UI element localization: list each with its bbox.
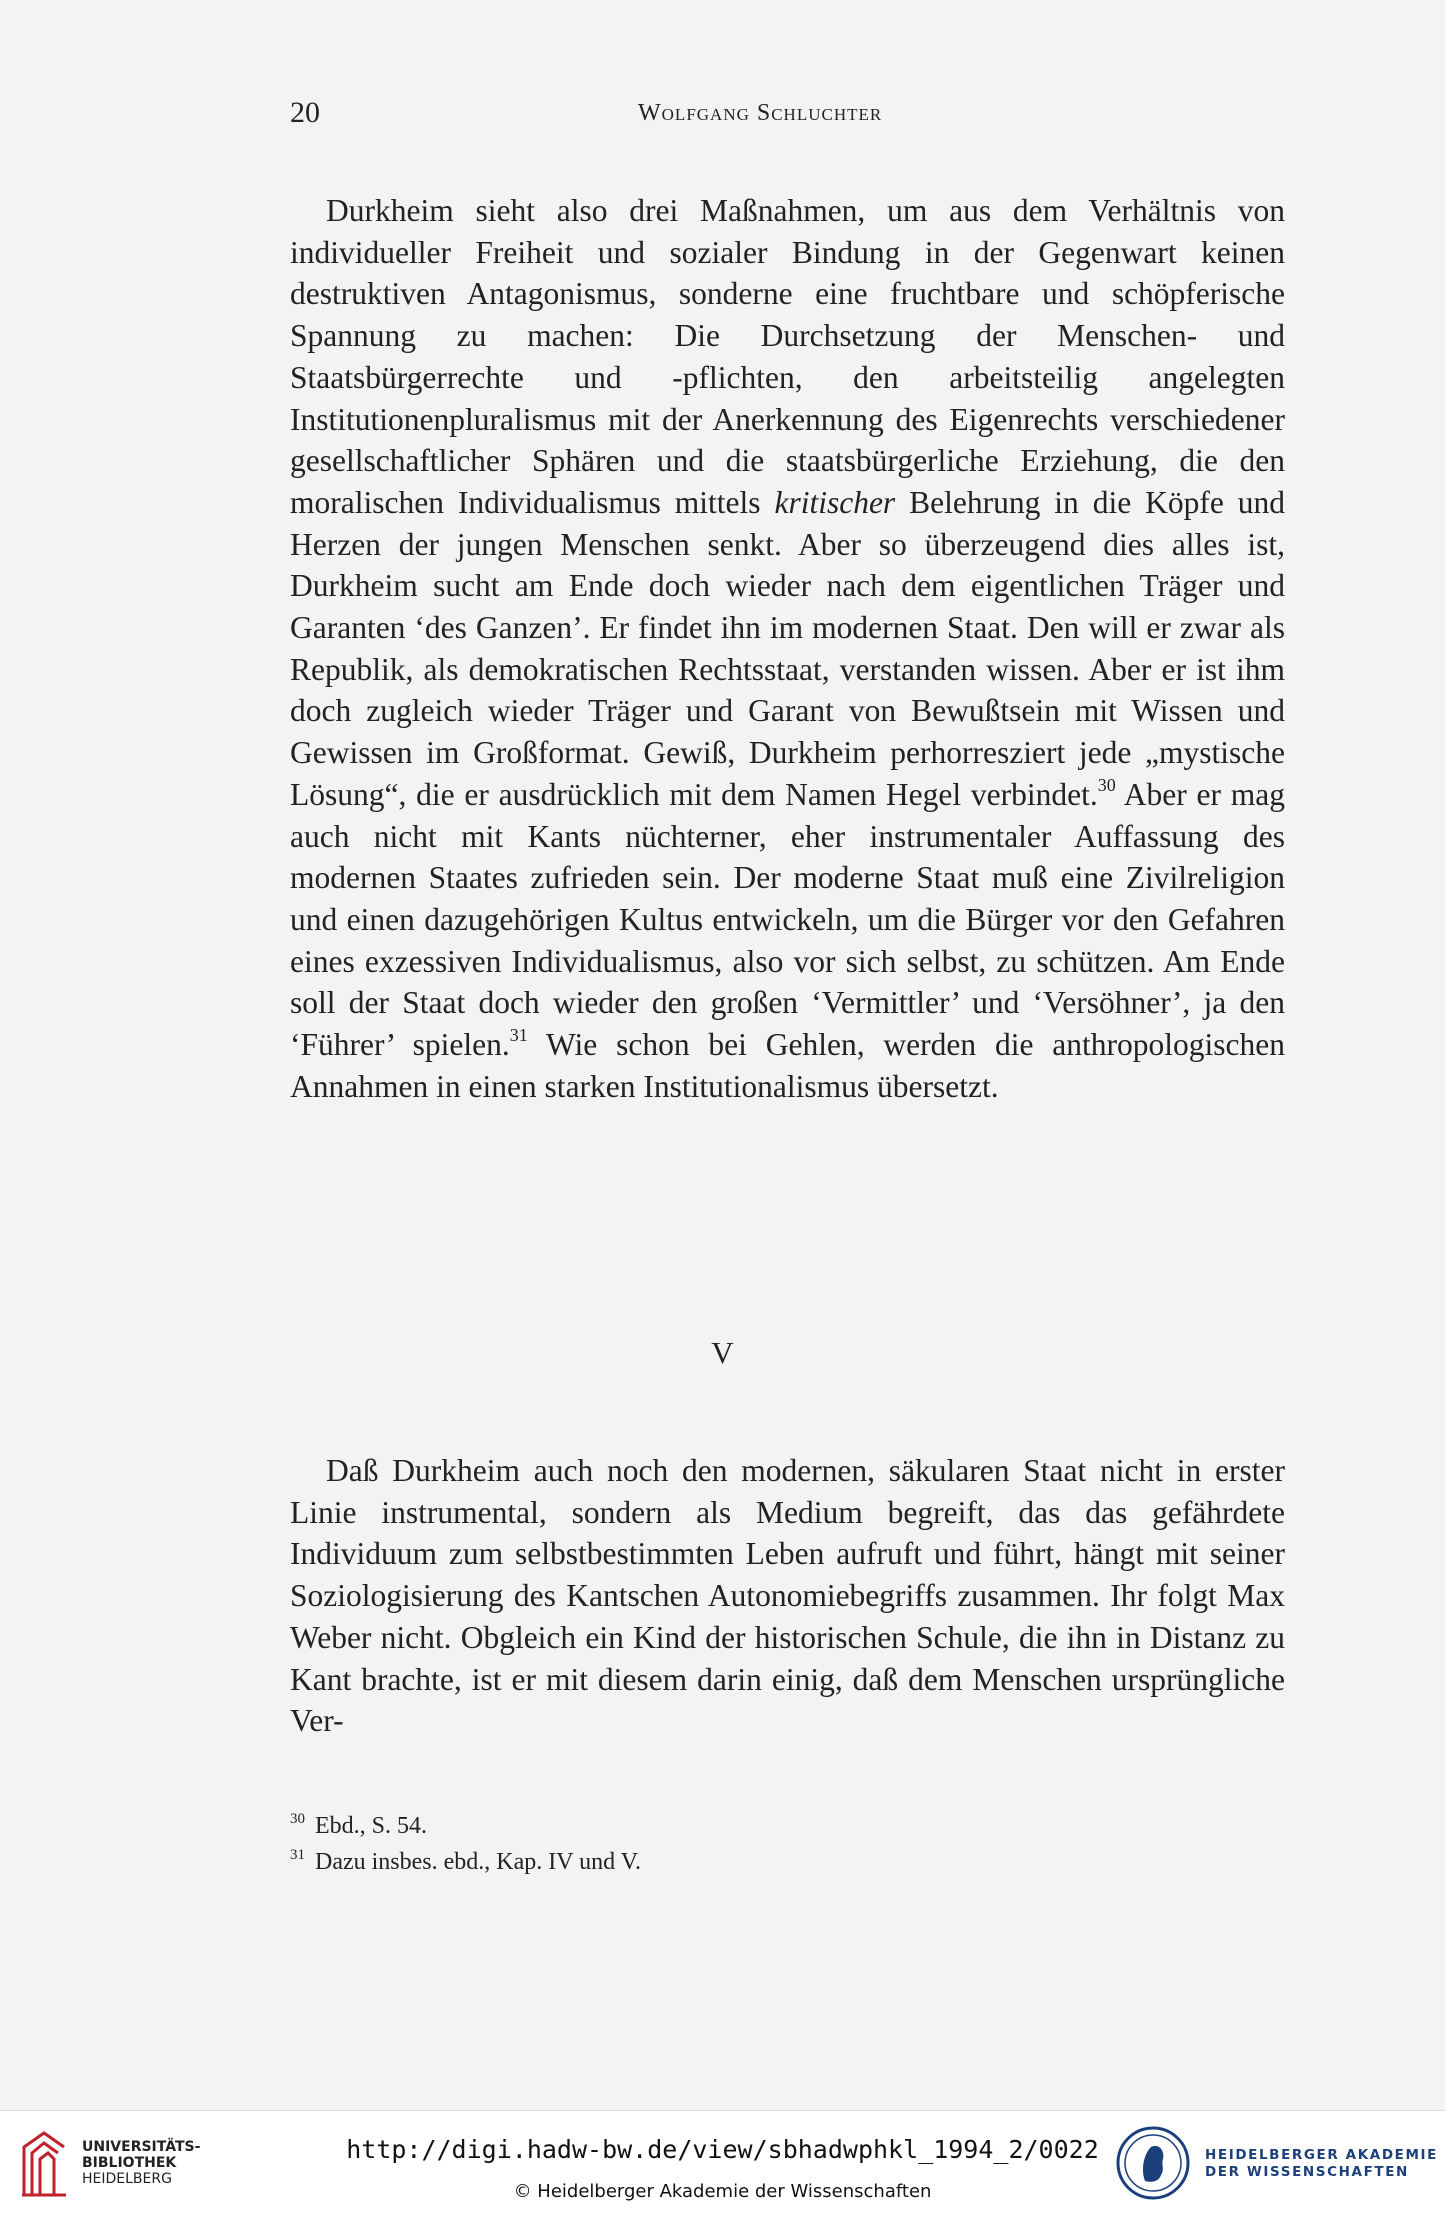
footnote-31: $^{31}$ Dazu insbes. ebd., Kap. IV und V. <box>290 1847 641 1875</box>
library-name[interactable]: UNIVERSITÄTS- BIBLIOTHEK HEIDELBERG <box>82 2139 201 2187</box>
page-header <box>290 96 1290 136</box>
digitization-footer <box>0 2110 1445 2217</box>
copyright-notice: © Heidelberger Akademie der Wissenschaften <box>513 2181 932 2202</box>
paragraph-1 <box>290 190 1285 1107</box>
academy-name[interactable]: HEIDELBERGER AKADEMIE DER WISSENSCHAFTEN <box>1205 2147 1438 2180</box>
paragraph-1-text: Durkheim sieht also drei Maßnahmen, um aus dem Verhältnis von individueller Freiheit und sozialer Bindung in der Gegenwart keinen destruktiven Antagonismus, sonderne eine fruchtbare und schöpferische Spannung zu machen: Die Durchsetzung der Menschen- und Staatsbürgerrechte und -pflichten, den arbeitsteilig angelegten Institutionenpluralismus mit der Anerkennung des Eigenrechts verschiedener gesellschaftlicher Sphären und die staatsbürgerliche Erziehung, die den moralischen Individualismus mittels kritischer Belehrung in die Köpfe und Herzen der jungen Menschen senkt. Aber so überzeugend dies alles ist, Durkheim sucht am Ende doch wieder nach dem eigentlichen Träger und Garanten ‘des Ganzen’. Er findet ihn im modernen Staat. Den will er zwar als Republik, als demokratischen Rechtsstaat, verstanden wissen. Aber er ist ihm doch zugleich wieder Träger und Garant von Bewußtsein mit Wissen und Gewissen im Großformat. Gewiß, Durkheim perhorresziert jede „mystische Lösung“, die er ausdrücklich mit dem Namen Hegel verbindet.$^{30}$ Aber er mag auch nicht mit Kants nüchterner, eher instrumentaler Auffassung des modernen Staates zufrieden sein. Der moderne Staat muß eine Zivilreligion und einen dazugehörigen Kultus entwickeln, um die Bürger vor den Gefahren eines exzessiven Individualismus, also vor sich selbst, zu schützen. Am Ende soll der Staat doch wieder den großen ‘Vermittler’ und ‘Versöhner’, ja den ‘Führer’ spielen.$^{31}$ Wie schon bei Gehlen, werden die anthropologischen Annahmen in einen starken Institutionalismus übersetzt. <box>290 193 1286 1104</box>
running-head: Wolfgang Schluchter <box>638 100 883 126</box>
section-heading: V <box>711 1335 734 1370</box>
footnote-ref-31[interactable]: 31 <box>509 1025 528 1046</box>
permalink-url[interactable]: http://digi.hadw-bw.de/view/sbhadwphkl_1994_2/0022 <box>346 2135 1099 2164</box>
academy-seal-icon[interactable] <box>1115 2125 1191 2201</box>
footnote-30: $^{30}$ Ebd., S. 54. <box>290 1811 428 1839</box>
footnote-ref-30[interactable]: 30 <box>1097 774 1116 795</box>
page-number: 20 <box>290 96 320 129</box>
emphasis-word: kritischer <box>774 484 896 520</box>
paragraph-2-text: Daß Durkheim auch noch den modernen, säkularen Staat nicht in erster Linie instrumental, sondern als Medium begreift, das das gefährdete Individuum zum selbstbestimmten Leben aufruft und führt, hängt mit seiner Soziologisierung des Kantschen Autonomiebegriffs zusammen. Ihr folgt Max Weber nicht. Obgleich ein Kind der historischen Schule, die ihn in Distanz zu Kant brachte, ist er mit diesem darin einig, daß dem Menschen ursprüngliche Ver- <box>290 1453 1285 1739</box>
footnotes <box>290 1808 1285 1880</box>
paragraph-2 <box>290 1450 1285 1742</box>
